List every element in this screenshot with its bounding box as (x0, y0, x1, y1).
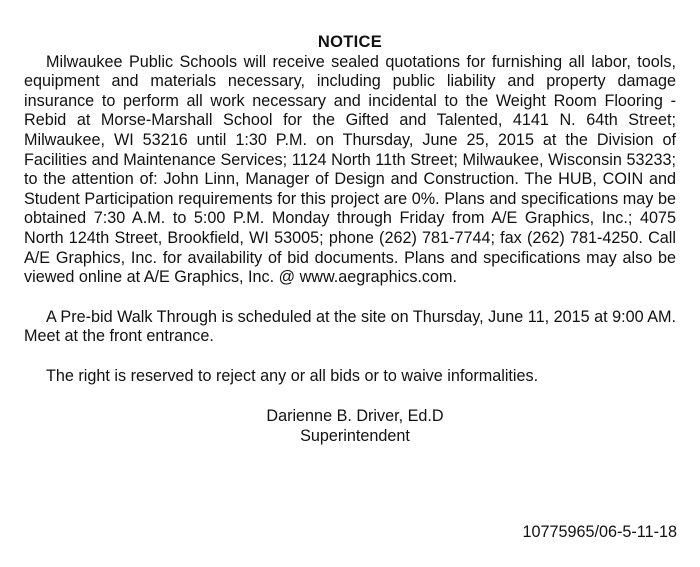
reference-number: 10775965/06-5-11-18 (522, 523, 677, 541)
notice-document (24, 33, 676, 446)
signature-block (24, 406, 676, 446)
notice-title: NOTICE (317, 33, 383, 51)
walkthrough-paragraph: A Pre-bid Walk Through is scheduled at the site on Thursday, June 11, 2015 at 9:00 AM. Meet at the front entrance. (24, 307, 676, 346)
signatory-title: Superintendent (300, 426, 410, 445)
notice-body-paragraph: Milwaukee Public Schools will receive sealed quotations for furnishing all labor, tools, equipment and materials necessary, including public liability and property damage insurance to perform all work necessary and incidental to the Weight Room Flooring - Rebid at Morse-Marshall School for the Gifted and Talented, 4141 N. 64th Street; Milwaukee, WI 53216 until 1:30 P.M. on Thursday, June 25, 2015 at the Division of Facilities and Maintenance Services; 1124 North 11th Street; Milwaukee, Wisconsin 53233; to the attention of: John Linn, Manager of Design and Construction. The HUB, COIN and Student Participation requirements for this project are 0%. Plans and specifications may be obtained 7:30 A.M. to 5:00 P.M. Monday through Friday from A/E Graphics, Inc.; 4075 North 124th Street, Brookfield, WI 53005; phone (262) 781-7744; fax (262) 781-4250. Call A/E Graphics, Inc. for availability of bid documents. Plans and specifications may also be viewed online at A/E Graphics, Inc. @ www.aegraphics.com. (24, 52, 676, 287)
signatory-name: Darienne B. Driver, Ed.D (266, 406, 444, 425)
rights-reserved-paragraph: The right is reserved to reject any or all bids or to waive informalities. (46, 366, 539, 385)
